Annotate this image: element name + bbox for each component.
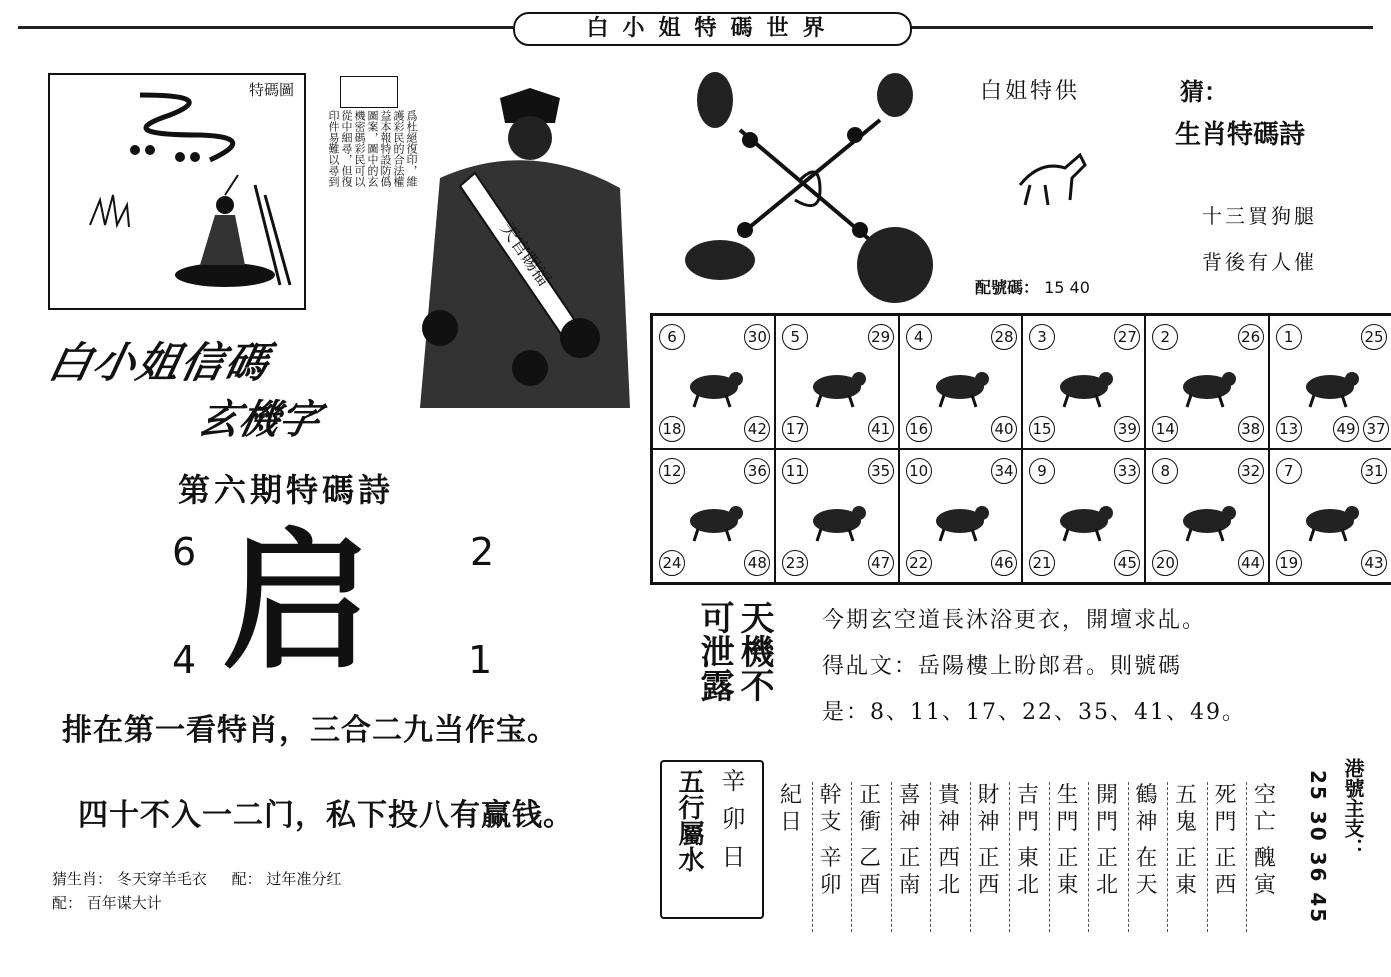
almanac-col-top: 生門 <box>1056 783 1079 835</box>
guess-zodiac-text: 冬天穿羊毛衣 <box>116 870 207 888</box>
almanac-divider <box>1246 782 1248 932</box>
almanac-col-bottom: 乙酉 <box>858 846 881 898</box>
match-label: 配： <box>231 870 262 888</box>
almanac-divider <box>930 782 932 932</box>
almanac-col-bottom: 東北 <box>1016 846 1039 898</box>
almanac-col-bottom: 西北 <box>937 846 960 898</box>
zodiac-number-bl: 13 <box>1276 416 1302 442</box>
five-elements-text: 五行屬水 <box>674 768 704 872</box>
almanac-col-top: 幹支 <box>819 783 842 835</box>
zodiac-cell-dog <box>1145 449 1268 583</box>
dragon-icon <box>1177 355 1239 411</box>
pair-numbers <box>975 275 1090 298</box>
almanac-col-bottom: 醜寅 <box>1253 846 1276 898</box>
zodiac-number-bl: 21 <box>1029 550 1055 576</box>
goat-icon <box>807 489 869 545</box>
zodiac-number-tr: 26 <box>1238 324 1264 350</box>
number-bottom-left: 4 <box>172 638 197 682</box>
zodiac-number-tr: 28 <box>991 324 1017 350</box>
zodiac-number-extra: 49 <box>1333 416 1359 442</box>
zodiac-number-tl: 11 <box>782 458 808 484</box>
almanac-divider <box>1128 782 1130 932</box>
zodiac-number-bl: 24 <box>659 550 685 576</box>
zodiac-number-bl: 23 <box>782 550 808 576</box>
oracle-line-3: 是：8、11、17、22、35、41、49。 <box>822 700 1246 725</box>
zodiac-number-br: 43 <box>1361 550 1387 576</box>
zodiac-number-tr: 36 <box>744 458 770 484</box>
zodiac-cell-rat <box>652 315 775 449</box>
match2-text: 百年谋大计 <box>86 894 162 912</box>
zodiac-number-bl: 19 <box>1276 550 1302 576</box>
zodiac-number-tr: 32 <box>1238 458 1264 484</box>
day-label: 辛卯日 <box>717 768 745 882</box>
almanac-divider <box>851 782 853 932</box>
pair-values: 15 40 <box>1044 278 1090 297</box>
zodiac-cell-dragon <box>1145 315 1268 449</box>
zodiac-number-bl: 14 <box>1152 416 1178 442</box>
almanac-divider <box>1167 782 1169 932</box>
almanac-col-bottom: 在天 <box>1135 846 1158 898</box>
almanac-col-bottom: 正南 <box>898 846 921 898</box>
zodiac-number-bl: 16 <box>906 416 932 442</box>
almanac-divider <box>1088 782 1090 932</box>
zodiac-number-br: 42 <box>744 416 770 442</box>
zodiac-number-bl: 17 <box>782 416 808 442</box>
dog-illustration <box>1010 140 1090 210</box>
zodiac-cross-diagram <box>660 60 960 310</box>
zodiac-number-bl: 22 <box>906 550 932 576</box>
zodiac-number-br: 41 <box>868 416 894 442</box>
almanac-col-top: 吉門 <box>1016 783 1039 835</box>
zodiac-number-tr: 34 <box>991 458 1017 484</box>
zodiac-cell-monkey <box>899 449 1022 583</box>
zodiac-number-tl: 10 <box>906 458 932 484</box>
zodiac-cell-horse <box>652 449 775 583</box>
zodiac-number-tl: 7 <box>1276 458 1302 484</box>
rooster-icon <box>1054 489 1116 545</box>
zodiac-cell-rooster <box>1022 449 1145 583</box>
zodiac-number-tr: 35 <box>868 458 894 484</box>
zodiac-number-tr: 33 <box>1114 458 1140 484</box>
banner-rule-right <box>908 26 1373 29</box>
almanac-col-top: 貴神 <box>937 783 960 835</box>
zodiac-number-br: 45 <box>1114 550 1140 576</box>
zodiac-number-bl: 20 <box>1152 550 1178 576</box>
almanac-col-top: 開門 <box>1095 783 1118 835</box>
almanac-col-top: 五鬼 <box>1174 783 1197 835</box>
hk-number-values: 25 30 36 45 <box>1306 770 1330 925</box>
secret-stamp <box>676 600 796 730</box>
number-top-right: 2 <box>470 530 495 574</box>
almanac-col-bottom: 正北 <box>1095 846 1118 898</box>
brand-line-2: 玄機字 <box>194 397 325 443</box>
guess-zodiac-label: 猜生肖： <box>52 870 113 888</box>
zodiac-number-tl: 1 <box>1276 324 1302 350</box>
zodiac-number-grid <box>650 313 1391 585</box>
almanac-col-top: 空亡 <box>1253 783 1276 835</box>
zodiac-cell-tiger <box>899 315 1022 449</box>
almanac-divider <box>812 782 814 932</box>
guess-label: 猜： <box>1180 77 1228 106</box>
stamp-line-2: 可泄露 <box>694 600 734 702</box>
almanac-col-top: 鶴神 <box>1135 783 1158 835</box>
zodiac-number-br: 48 <box>744 550 770 576</box>
horse-icon <box>684 489 746 545</box>
zodiac-number-tl: 12 <box>659 458 685 484</box>
match-line-2 <box>52 892 162 913</box>
zodiac-number-tr: 31 <box>1361 458 1387 484</box>
almanac-divider <box>891 782 893 932</box>
zodiac-cell-rabbit <box>1022 315 1145 449</box>
zodiac-number-tl: 4 <box>906 324 932 350</box>
zodiac-number-tr: 25 <box>1361 324 1387 350</box>
zodiac-number-tr: 30 <box>744 324 770 350</box>
zodiac-number-br: 38 <box>1238 416 1264 442</box>
almanac-col-bottom: 正西 <box>977 846 1000 898</box>
baijie-label: 白姐特供 <box>980 79 1081 104</box>
zodiac-cell-snake <box>1269 315 1391 449</box>
zodiac-number-tl: 8 <box>1152 458 1178 484</box>
number-bottom-right: 1 <box>468 638 493 682</box>
almanac-col-top: 紀日 <box>779 783 802 835</box>
poem-title: 第六期特碼詩 <box>178 471 395 509</box>
almanac-col-bottom: 正西 <box>1214 846 1237 898</box>
dog-icon <box>1177 489 1239 545</box>
zodiac-number-br: 46 <box>991 550 1017 576</box>
hint-line-1: 十三買狗腿 <box>1202 204 1317 228</box>
anti-counterfeit-notice: 爲杜絕復印，維護彩民的合法權益本報特設防僞圖案，圖中的玄機密碼彩民可以從中細尋，但復印件易難以尋到 <box>327 110 418 187</box>
zodiac-number-tr: 27 <box>1114 324 1140 350</box>
special-code-diagram <box>48 73 306 310</box>
hint-line-2: 背後有人催 <box>1202 250 1317 274</box>
almanac-divider <box>970 782 972 932</box>
snake-icon <box>1300 355 1362 411</box>
poem-line-2: 四十不入一二门，私下投八有赢钱。 <box>78 798 574 833</box>
almanac-col-bottom: 正東 <box>1174 846 1197 898</box>
match-text: 过年准分红 <box>266 870 342 888</box>
poem-line-1: 排在第一看特肖，三合二九当作宝。 <box>62 713 558 748</box>
zodiac-number-br: 37 <box>1363 416 1389 442</box>
zodiac-number-tl: 9 <box>1029 458 1055 484</box>
brand-line-1: 白小姐信碼 <box>44 338 275 387</box>
zodiac-cell-goat <box>775 449 898 583</box>
zodiac-number-tl: 3 <box>1029 324 1055 350</box>
zodiac-number-br: 47 <box>868 550 894 576</box>
five-elements-box <box>660 760 764 919</box>
deity-figure <box>380 78 630 418</box>
oracle-line-2: 得乩文：岳陽樓上盼郎君。則號碼 <box>822 654 1183 679</box>
fisherman-illustration <box>50 75 304 308</box>
zodiac-number-br: 44 <box>1238 550 1264 576</box>
zodiac-poem-title: 生肖特碼詩 <box>1175 120 1306 150</box>
zodiac-number-br: 39 <box>1114 416 1140 442</box>
tiger-icon <box>930 355 992 411</box>
zodiac-number-tl: 2 <box>1152 324 1178 350</box>
almanac-col-top: 正衝 <box>858 783 881 835</box>
zodiac-number-tl: 6 <box>659 324 685 350</box>
rabbit-icon <box>1054 355 1116 411</box>
almanac-col-top: 財神 <box>977 783 1000 835</box>
pair-label: 配號碼： <box>975 278 1040 297</box>
zodiac-number-bl: 18 <box>659 416 685 442</box>
monkey-icon <box>930 489 992 545</box>
almanac-divider <box>1207 782 1209 932</box>
ox-icon <box>807 355 869 411</box>
stamp-line-1: 天機不 <box>734 600 774 702</box>
almanac-col-top: 死門 <box>1214 783 1237 835</box>
guess-zodiac-line <box>52 868 341 889</box>
diagram-title: 特碼圖 <box>248 81 294 99</box>
oracle-text <box>822 598 1246 736</box>
banner-rule-left <box>18 26 513 29</box>
zodiac-number-br: 40 <box>991 416 1017 442</box>
zodiac-cell-ox <box>775 315 898 449</box>
zodiac-number-tr: 29 <box>868 324 894 350</box>
banner-title: 白小姐特碼世界 <box>513 12 912 46</box>
oracle-line-1: 今期玄空道長沐浴更衣，開壇求乩。 <box>822 608 1207 633</box>
zodiac-number-tl: 5 <box>782 324 808 350</box>
almanac-col-bottom: 辛卯 <box>819 846 842 898</box>
almanac-col-bottom: 正東 <box>1056 846 1079 898</box>
hk-label: 港號主支： <box>1341 758 1365 858</box>
number-top-left: 6 <box>172 530 197 574</box>
big-character: 启 <box>222 516 373 690</box>
deity-sash-text: 天官賜福 <box>495 218 555 290</box>
almanac-divider <box>1049 782 1051 932</box>
zodiac-number-bl: 15 <box>1029 416 1055 442</box>
rat-icon <box>684 355 746 411</box>
almanac-divider <box>1009 782 1011 932</box>
match2-label: 配： <box>52 894 83 912</box>
top-banner <box>18 10 1373 44</box>
zodiac-cell-pig <box>1269 449 1391 583</box>
almanac-col-top: 喜神 <box>898 783 921 835</box>
pig-icon <box>1300 489 1362 545</box>
